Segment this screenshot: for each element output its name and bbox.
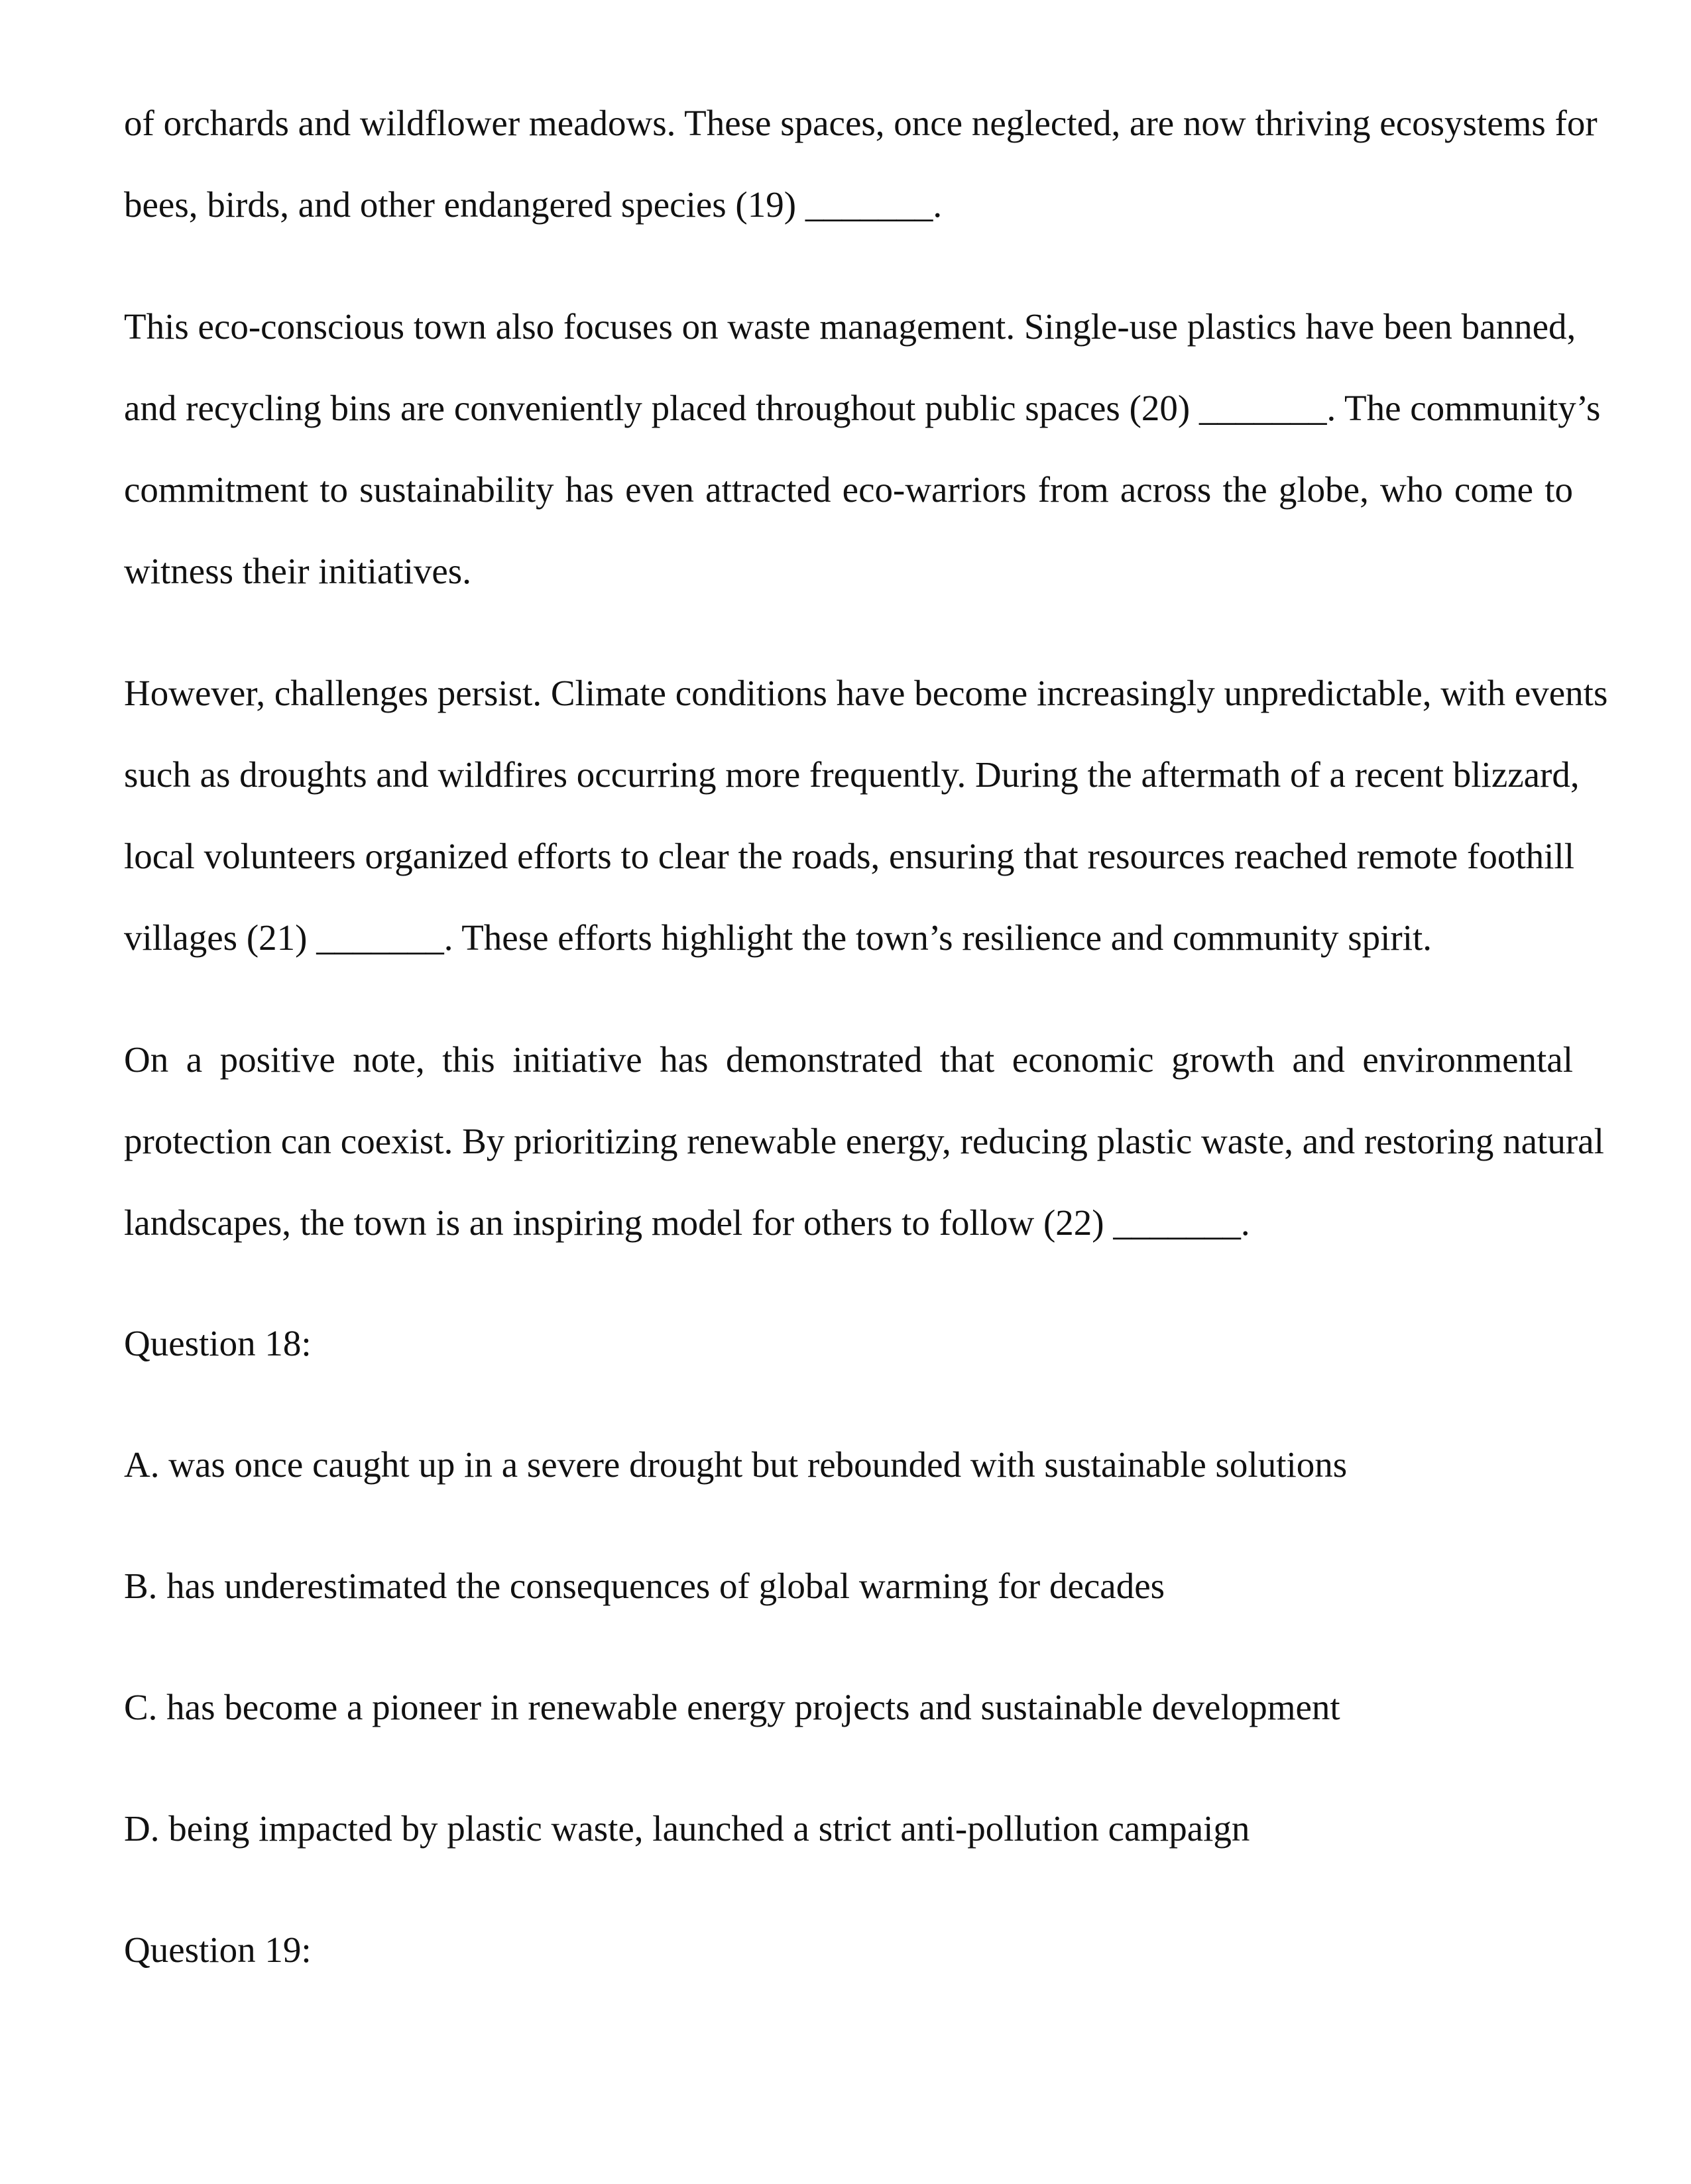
passage-line: This eco-conscious town also focuses on waste management. Single-use plastics have been banned, xyxy=(124,306,1576,347)
passage-line: However, challenges persist. Climate conditions have become increasingly unpredictable, with events xyxy=(124,673,1608,713)
passage-line: protection can coexist. By prioritizing renewable energy, reducing plastic waste, and restoring natural xyxy=(124,1121,1604,1161)
passage-line: of orchards and wildflower meadows. These spaces, once neglected, are now thriving ecosystems for xyxy=(124,103,1598,143)
passage-paragraph-3 xyxy=(124,652,1608,978)
question-18-option-d: D. being impacted by plastic waste, launched a strict anti-pollution campaign xyxy=(124,1808,1250,1849)
passage-line: local volunteers organized efforts to clear the roads, ensuring that resources reached remote foothill xyxy=(124,836,1574,876)
passage-line: commitment to sustainability has even attracted eco-warriors from across the globe, who come to xyxy=(124,469,1573,510)
question-18-option-c: C. has become a pioneer in renewable energy projects and sustainable development xyxy=(124,1687,1340,1727)
question-19-label: Question 19: xyxy=(124,1929,312,1970)
passage-line: On a positive note, this initiative has demonstrated that economic growth and environmental xyxy=(124,1039,1573,1080)
passage-paragraph-2 xyxy=(124,286,1601,612)
passage-line: and recycling bins are conveniently placed throughout public spaces (20) _______. The community’s xyxy=(124,388,1601,428)
passage-line: such as droughts and wildfires occurring more frequently. During the aftermath of a recent blizzard, xyxy=(124,754,1580,795)
passage-line: bees, birds, and other endangered species (19) _______. xyxy=(124,184,943,225)
passage-line: villages (21) _______. These efforts highlight the town’s resilience and community spirit. xyxy=(124,917,1432,958)
passage-line: witness their initiatives. xyxy=(124,551,471,591)
passage-paragraph-1 xyxy=(124,82,1598,245)
question-18-option-b: B. has underestimated the consequences of global warming for decades xyxy=(124,1566,1165,1606)
passage-paragraph-4 xyxy=(124,1019,1604,1263)
question-18-label: Question 18: xyxy=(124,1323,312,1363)
question-18-option-a: A. was once caught up in a severe drought but rebounded with sustainable solutions xyxy=(124,1444,1348,1485)
passage-line: landscapes, the town is an inspiring model for others to follow (22) _______. xyxy=(124,1202,1250,1243)
